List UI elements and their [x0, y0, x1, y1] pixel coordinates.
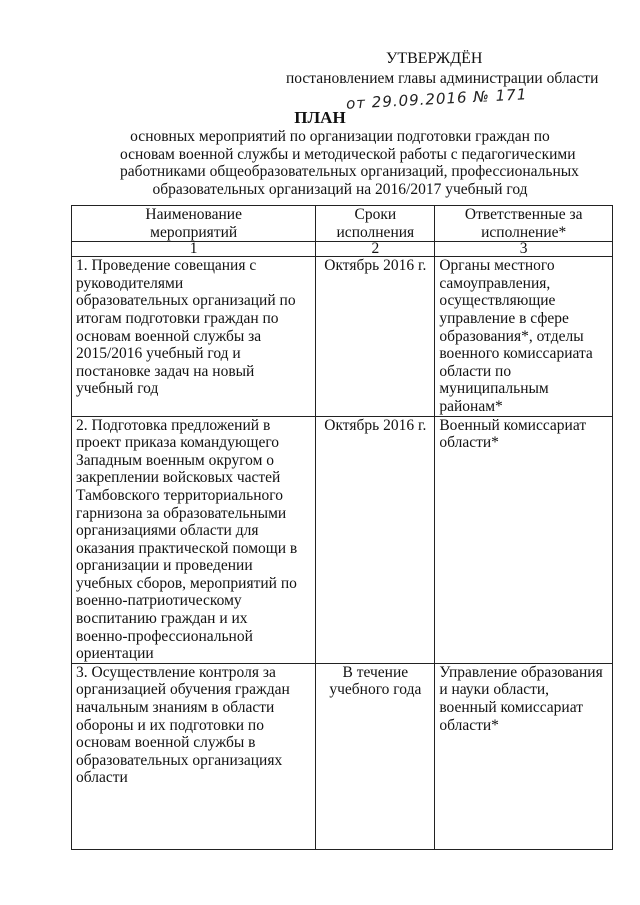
cell-line: ориентации	[76, 645, 154, 663]
header-line: Наименование	[145, 206, 242, 223]
plan-table	[71, 205, 613, 850]
cell-line: области	[76, 769, 128, 787]
plan-title: ПЛАН	[294, 108, 346, 127]
approved-title: УТВЕРЖДЁН	[386, 50, 483, 67]
cell-line: и науки области,	[439, 681, 550, 699]
plan-subtitle-line: основных мероприятий по организации подготовки граждан по	[130, 128, 550, 145]
deadline-cell	[316, 257, 435, 416]
cell-line: начальным знаниям в области	[76, 699, 275, 717]
cell-line: оказания практической помощи в	[76, 539, 298, 557]
cell-line: организациями области для	[76, 522, 259, 540]
table-row	[72, 416, 613, 663]
column-number: 1	[72, 242, 316, 257]
cell-line: 1. Проведение совещания с	[76, 257, 257, 275]
responsible-cell	[435, 663, 613, 849]
cell-line: 2015/2016 учебный год и	[76, 345, 241, 363]
responsible-cell	[435, 416, 613, 663]
cell-line: воспитанию граждан и их	[76, 610, 248, 628]
cell-line: гарнизона за образовательными	[76, 504, 287, 522]
responsible-cell	[435, 257, 613, 416]
cell-line: Военный комиссариат	[439, 416, 587, 434]
header-deadline	[316, 206, 435, 242]
approved-by-text: постановлением главы администрации области	[286, 70, 599, 87]
cell-line: обороны и их подготовки по	[76, 716, 264, 734]
column-number: 3	[435, 242, 613, 257]
cell-line: военно-патриотическому	[76, 592, 242, 610]
table-header-row	[72, 206, 613, 242]
cell-line: военного комиссариата	[439, 345, 593, 363]
cell-line: Октябрь 2016 г.	[324, 257, 427, 275]
event-cell	[72, 257, 316, 416]
cell-line: учебных сборов, мероприятий по	[76, 574, 297, 592]
cell-line: руководителями	[76, 274, 184, 292]
handwritten-date-number: от 29.09.2016 № 171	[345, 85, 528, 113]
cell-line: В течение	[342, 663, 409, 681]
cell-line: военно-профессиональной	[76, 627, 253, 645]
cell-line: образовательных организаций по	[76, 292, 296, 310]
cell-line: Управление образования	[439, 663, 603, 681]
cell-line: учебного года	[329, 681, 422, 699]
cell-line: 3. Осуществление контроля за	[76, 663, 276, 681]
deadline-cell	[316, 663, 435, 849]
cell-line: организации и проведении	[76, 557, 253, 575]
event-cell	[72, 663, 316, 849]
cell-line: постановке задач на новый	[76, 362, 255, 380]
column-number: 2	[316, 242, 435, 257]
cell-line: управление в сфере	[439, 309, 569, 327]
cell-line: Органы местного	[439, 257, 555, 275]
cell-line: области по	[439, 362, 512, 380]
header-line: мероприятий	[150, 223, 238, 241]
plan-subtitle	[120, 128, 579, 198]
cell-line: самоуправления,	[439, 274, 551, 292]
plan-subtitle-line: работниками общеобразовательных организаций, профессиональных	[120, 163, 579, 180]
cell-line: итогам подготовки граждан по	[76, 309, 279, 327]
header-line: исполнение*	[481, 223, 567, 241]
table-row	[72, 663, 613, 849]
cell-line: основам военной службы в	[76, 734, 256, 752]
cell-line: Тамбовского территориального	[76, 486, 284, 504]
column-number-row	[72, 242, 613, 257]
cell-line: осуществляющие	[439, 292, 556, 310]
cell-line: основам военной службы за	[76, 327, 262, 345]
cell-line: Западным военным округом о	[76, 451, 275, 469]
cell-line: 2. Подготовка предложений в	[76, 416, 271, 434]
event-cell	[72, 416, 316, 663]
cell-line: образовательных организациях	[76, 751, 283, 769]
cell-line: муниципальным	[439, 380, 549, 398]
table-row	[72, 257, 613, 416]
cell-line: Октябрь 2016 г.	[324, 416, 427, 434]
cell-line: образования*, отделы	[439, 327, 584, 345]
plan-subtitle-line: образовательных организаций на 2016/2017 учебный год	[152, 180, 528, 198]
header-line: исполнения	[336, 223, 415, 241]
cell-line: районам*	[439, 397, 503, 415]
cell-line: проект приказа командующего	[76, 434, 280, 452]
header-line: Ответственные за	[464, 206, 583, 223]
cell-line: закреплении войсковых частей	[76, 469, 281, 487]
plan-subtitle-line: основам военной службы и методической работы с педагогическими	[120, 145, 576, 163]
header-line: Сроки	[354, 206, 397, 223]
cell-line: области*	[439, 434, 499, 452]
header-event	[72, 206, 316, 242]
cell-line: области*	[439, 716, 499, 734]
deadline-cell	[316, 416, 435, 663]
header-responsible	[435, 206, 613, 242]
cell-line: военный комиссариат	[439, 699, 583, 717]
cell-line: организацией обучения граждан	[76, 681, 290, 699]
cell-line: учебный год	[76, 380, 159, 398]
